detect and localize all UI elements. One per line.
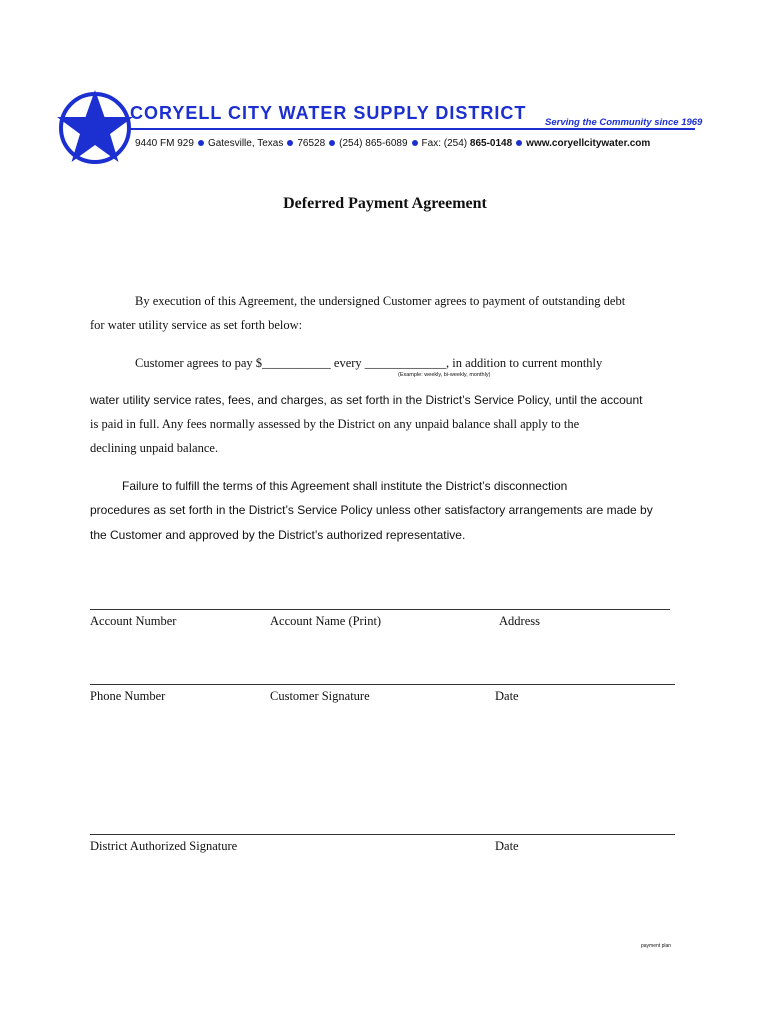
paragraph-3-line-3: the Customer and approved by the District’s authorized representative. <box>90 528 466 542</box>
footer-note: payment plan <box>641 943 672 949</box>
account-name-label: Account Name (Print) <box>270 614 382 628</box>
date-label: Date <box>495 689 519 703</box>
contact-address: 9440 FM 929 <box>135 138 194 149</box>
contact-phone: (254) 865-6089 <box>339 138 408 149</box>
address-label: Address <box>499 614 540 628</box>
star-icon <box>55 88 135 168</box>
paragraph-2-line-2: water utility service rates, fees, and charges, as set forth in the District’s Service Policy, until the account <box>90 393 643 407</box>
paragraph-1-line-2: for water utility service as set forth below: <box>90 318 303 332</box>
contact-website: www.coryellcitywater.com <box>526 138 651 149</box>
contact-fax-label: Fax: (254) <box>421 138 468 149</box>
logo-star-icon <box>55 88 135 168</box>
page-title: Deferred Payment Agreement <box>283 195 487 212</box>
bullet-icon <box>516 140 522 146</box>
paragraph-3-line-1: Failure to fulfill the terms of this Agreement shall institute the District’s disconnection <box>122 479 568 493</box>
org-name: CORYELL CITY WATER SUPPLY DISTRICT <box>130 103 527 123</box>
paragraph-2-line-1: Customer agrees to pay $___________ every _____________, in addition to current monthly <box>135 356 603 370</box>
district-date-label: Date <box>495 839 519 853</box>
signature-line-3[interactable] <box>90 834 675 835</box>
header-rule <box>128 128 695 130</box>
contact-zip: 76528 <box>297 138 326 149</box>
paragraph-2-line-3: is paid in full. Any fees normally assessed by the District on any unpaid balance shall apply to the <box>90 417 580 431</box>
district-signature-label: District Authorized Signature <box>90 839 238 853</box>
contact-fax-number: 865-0148 <box>469 138 513 149</box>
bullet-icon <box>329 140 335 146</box>
paragraph-1-line-1: By execution of this Agreement, the undersigned Customer agrees to payment of outstanding debt <box>135 294 626 308</box>
contact-line <box>135 138 650 149</box>
tagline: Serving the Community since 1969 <box>545 117 703 128</box>
frequency-example-note: (Example: weekly, bi-weekly, monthly) <box>398 372 491 378</box>
phone-number-label: Phone Number <box>90 689 166 703</box>
paragraph-3-line-2: procedures as set forth in the District’s Service Policy unless other satisfactory arrangements are made by <box>90 503 653 517</box>
paragraph-2-line-4: declining unpaid balance. <box>90 441 219 455</box>
bullet-icon <box>287 140 293 146</box>
account-number-label: Account Number <box>90 614 177 628</box>
signature-line-1[interactable] <box>90 609 670 610</box>
customer-signature-label: Customer Signature <box>270 689 370 703</box>
signature-line-2[interactable] <box>90 684 675 685</box>
bullet-icon <box>412 140 418 146</box>
bullet-icon <box>198 140 204 146</box>
contact-city: Gatesville, Texas <box>207 138 284 149</box>
